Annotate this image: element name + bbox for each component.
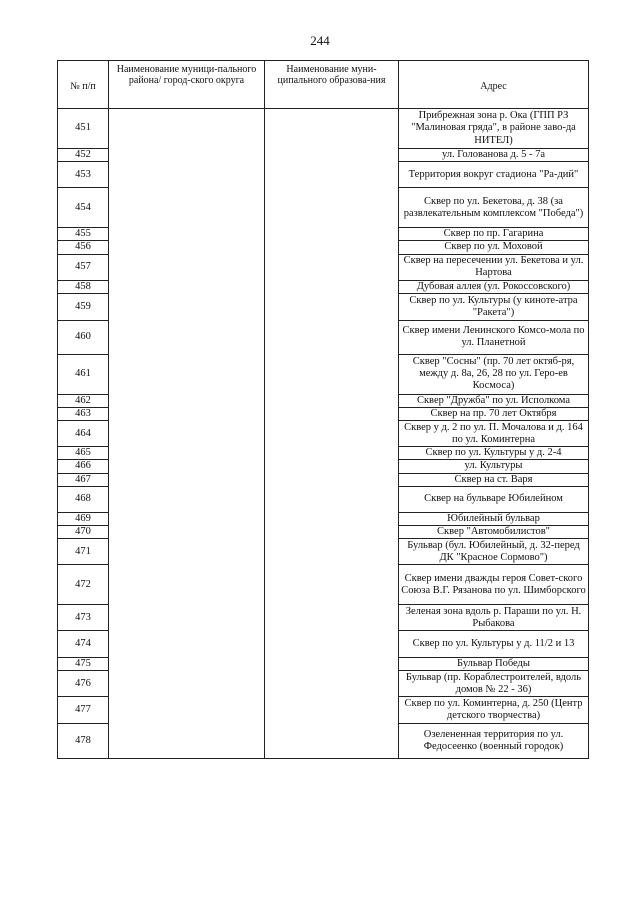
address-cell: Сквер по ул. Коминтерна, д. 250 (Центр детского творчества) (399, 697, 589, 724)
row-number: 461 (58, 354, 109, 394)
address-cell: Территория вокруг стадиона "Ра-дий" (399, 162, 589, 188)
row-number: 458 (58, 280, 109, 293)
address-cell: Бульвар (пр. Кораблестроителей, вдоль домов № 22 - 36) (399, 671, 589, 697)
address-cell: Сквер по ул. Культуры у д. 11/2 и 13 (399, 631, 589, 658)
row-number: 478 (58, 724, 109, 759)
register-table (57, 60, 589, 759)
address-cell: Сквер "Дружба" по ул. Исполкома (399, 394, 589, 407)
row-number: 467 (58, 473, 109, 486)
address-cell: Сквер имени Ленинского Комсо-мола по ул. Планетной (399, 320, 589, 354)
address-cell: Сквер на бульваре Юбилейном (399, 486, 589, 512)
address-cell: Сквер на ст. Варя (399, 473, 589, 486)
address-cell: Зеленая зона вдоль р. Параши по ул. Н. Рыбакова (399, 605, 589, 631)
address-cell: Сквер у д. 2 по ул. П. Мочалова и д. 164 по ул. Коминтерна (399, 421, 589, 447)
row-number: 456 (58, 241, 109, 254)
header-num: № п/п (58, 61, 109, 109)
row-number: 474 (58, 631, 109, 658)
address-cell: Сквер "Сосны" (пр. 70 лет октяб-ря, между д. 8а, 26, 28 по ул. Геро-ев Космоса) (399, 354, 589, 394)
row-number: 462 (58, 394, 109, 407)
address-cell: Бульвар Победы (399, 658, 589, 671)
row-number: 469 (58, 512, 109, 525)
row-number: 464 (58, 421, 109, 447)
row-number: 470 (58, 526, 109, 539)
mo-cell (265, 109, 399, 759)
address-cell: Юбилейный бульвар (399, 512, 589, 525)
address-cell: Сквер по пр. Гагарина (399, 228, 589, 241)
row-number: 466 (58, 460, 109, 473)
row-number: 473 (58, 605, 109, 631)
row-number: 455 (58, 228, 109, 241)
row-number: 452 (58, 149, 109, 162)
row-number: 477 (58, 697, 109, 724)
row-number: 457 (58, 254, 109, 280)
header-row (58, 61, 589, 109)
address-cell: Сквер имени дважды героя Совет-ского Союза В.Г. Рязанова по ул. Шимборского (399, 565, 589, 605)
row-number: 475 (58, 658, 109, 671)
row-number: 472 (58, 565, 109, 605)
row-number: 476 (58, 671, 109, 697)
address-cell: Бульвар (бул. Юбилейный, д. 32-перед ДК "Красное Сормово") (399, 539, 589, 565)
header-rayon: Наименование муници-пального района/ город-ского округа (109, 61, 265, 109)
table-body (58, 109, 589, 759)
address-cell: Дубовая аллея (ул. Рокоссовского) (399, 280, 589, 293)
address-cell: ул. Культуры (399, 460, 589, 473)
address-cell: Сквер "Автомобилистов" (399, 526, 589, 539)
address-cell: Сквер по ул. Бекетова, д. 38 (за развлекательным комплексом "Победа") (399, 188, 589, 228)
address-cell: ул. Голованова д. 5 - 7а (399, 149, 589, 162)
address-cell: Озелененная территория по ул. Федосеенко (военный городок) (399, 724, 589, 759)
row-number: 463 (58, 408, 109, 421)
address-cell: Сквер по ул. Культуры (у киноте-атра "Ракета") (399, 293, 589, 320)
address-cell: Прибрежная зона р. Ока (ГПП РЗ "Малиновая гряда", в районе заво-да НИТЕЛ) (399, 109, 589, 149)
address-cell: Сквер на пересечении ул. Бекетова и ул. Нартова (399, 254, 589, 280)
row-number: 459 (58, 293, 109, 320)
row-number: 453 (58, 162, 109, 188)
row-number: 468 (58, 486, 109, 512)
header-address: Адрес (399, 61, 589, 109)
rayon-cell (109, 109, 265, 759)
header-mo: Наименование муни-ципального образова-ния (265, 61, 399, 109)
row-number: 454 (58, 188, 109, 228)
row-number: 471 (58, 539, 109, 565)
row-number: 460 (58, 320, 109, 354)
row-number: 451 (58, 109, 109, 149)
address-cell: Сквер на пр. 70 лет Октября (399, 408, 589, 421)
table-row (58, 109, 589, 149)
address-cell: Сквер по ул. Моховой (399, 241, 589, 254)
page-number: 244 (310, 33, 330, 48)
address-cell: Сквер по ул. Культуры у д. 2-4 (399, 447, 589, 460)
row-number: 465 (58, 447, 109, 460)
